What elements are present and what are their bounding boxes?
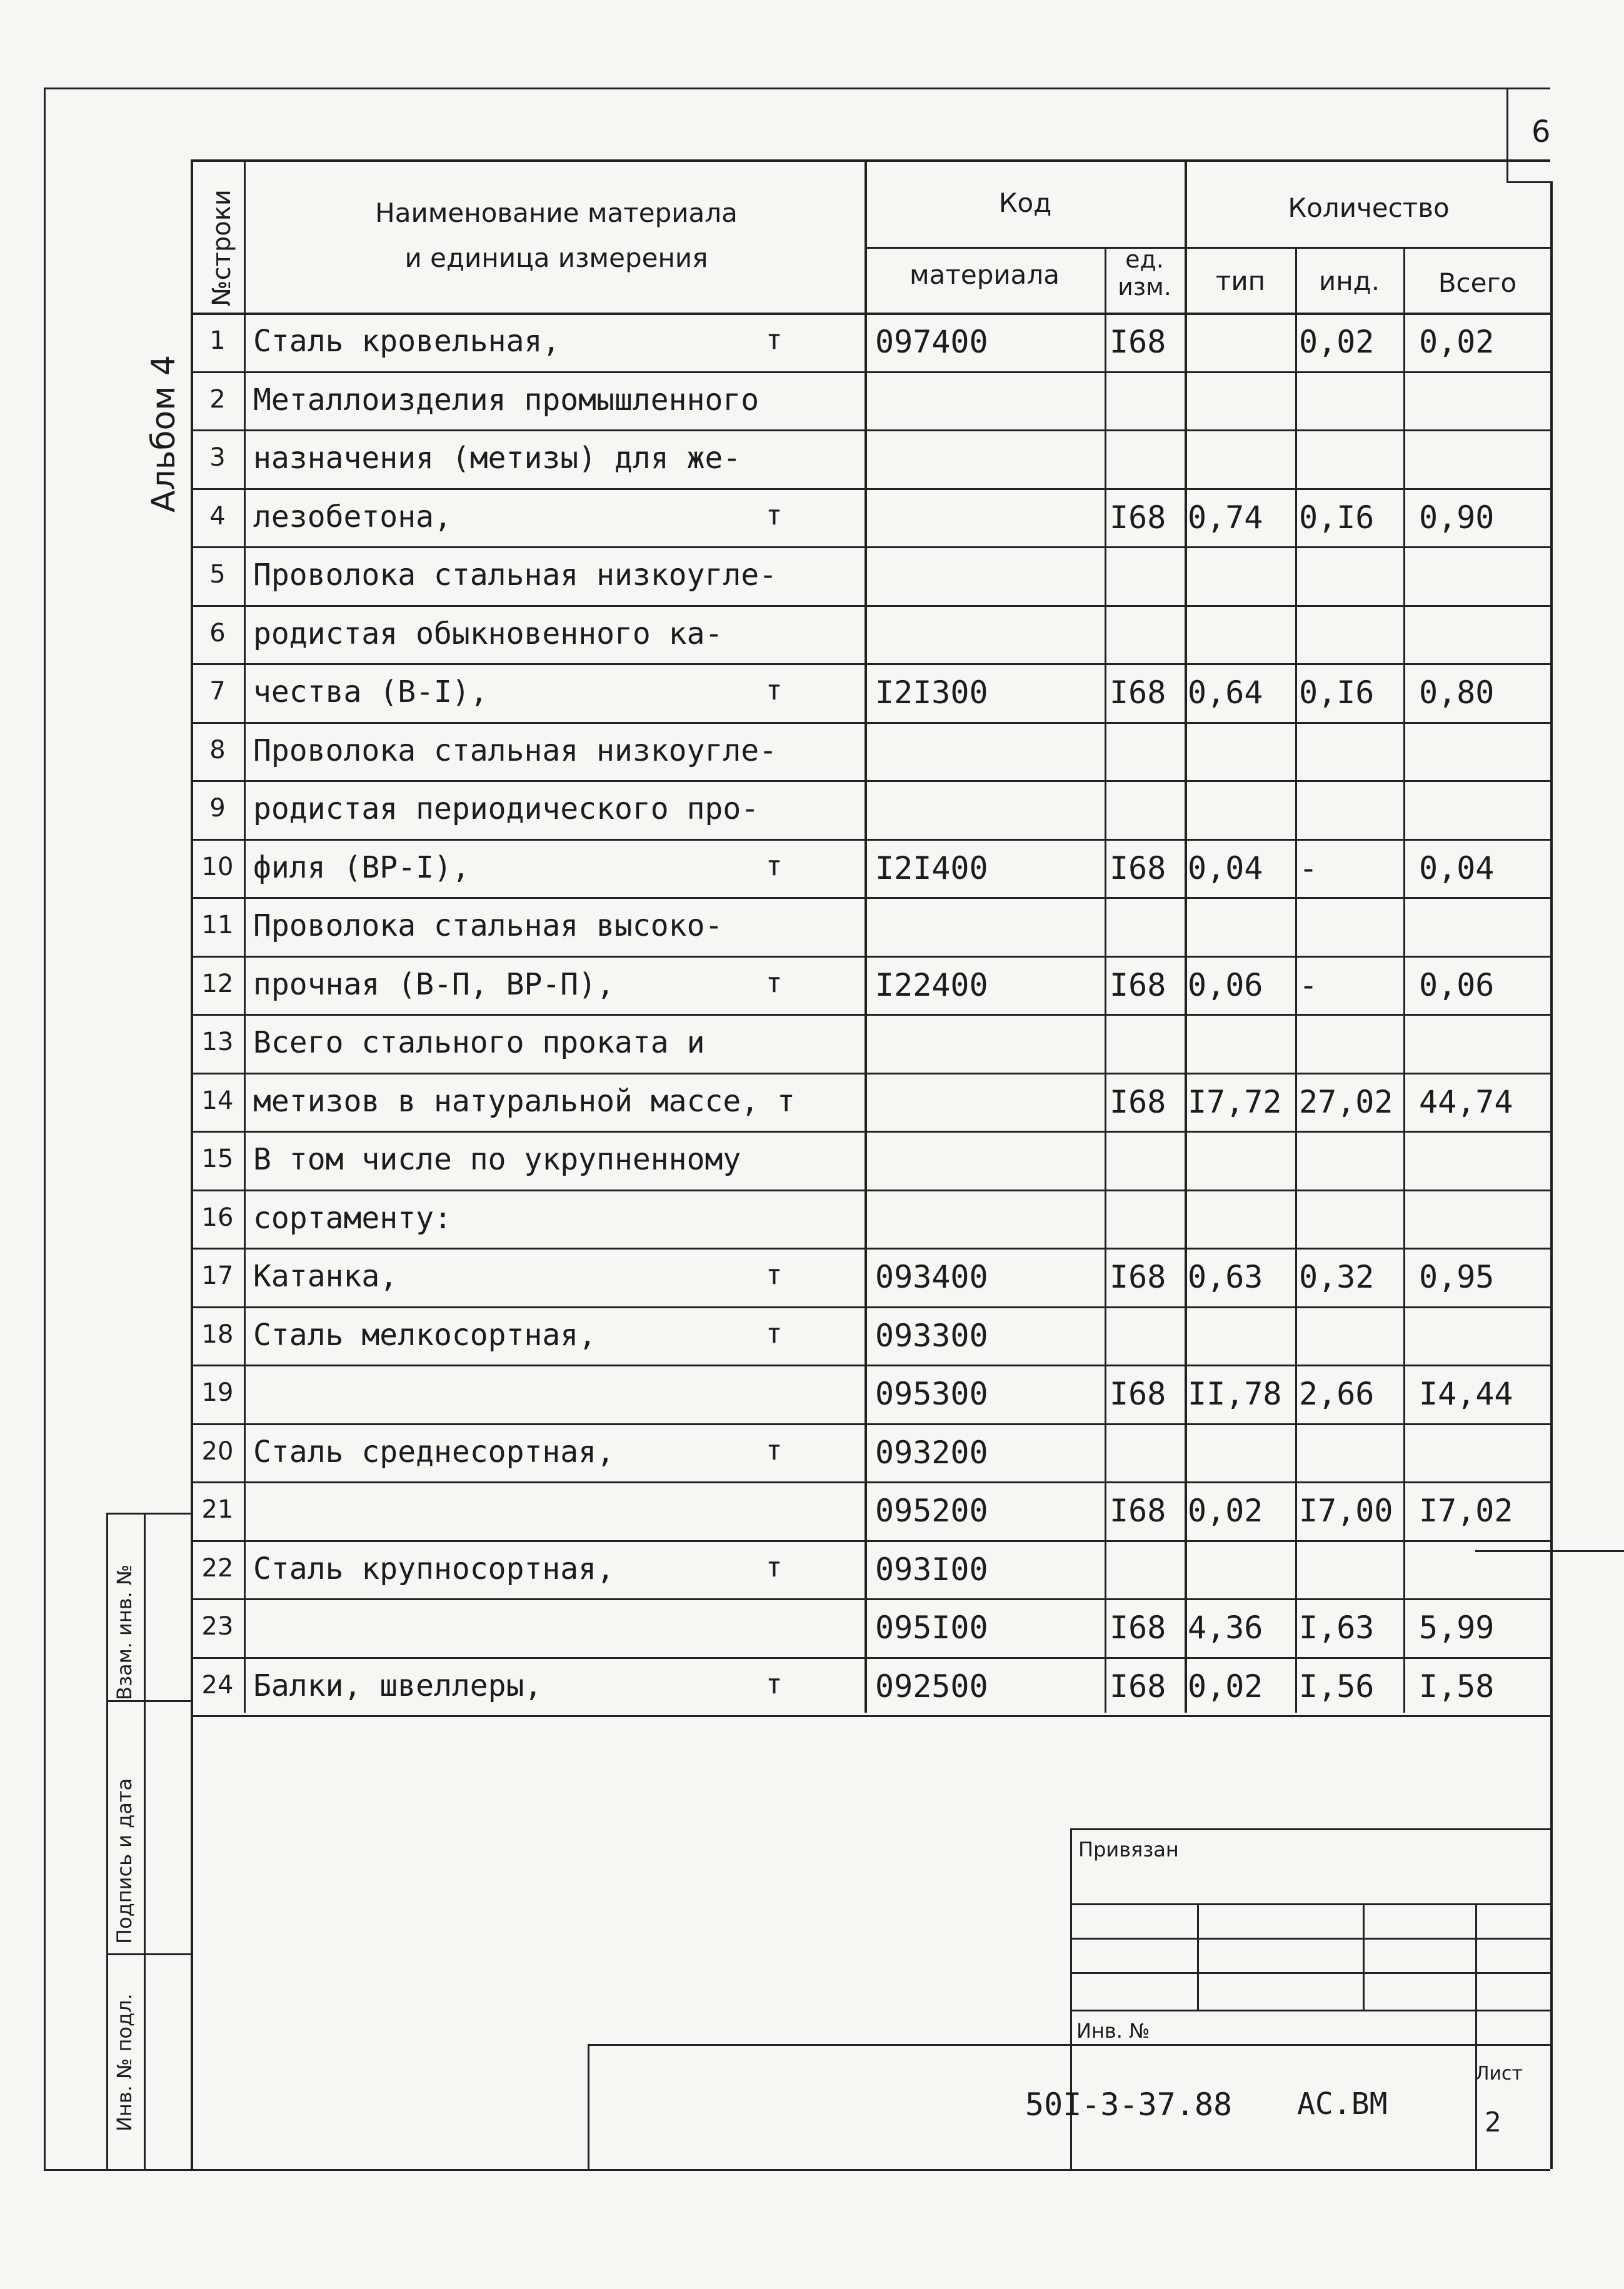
material-name: назначения (метизы) для же-: [253, 441, 741, 476]
material-name: сортаменту:: [253, 1200, 452, 1236]
material-code: 093I00: [875, 1551, 988, 1588]
rule-line: [865, 159, 867, 1713]
rule-line: [191, 159, 1550, 162]
rule-line: [191, 780, 1550, 782]
rule-line: [1363, 1903, 1365, 2010]
rule-line: [191, 897, 1550, 899]
row-number: 17: [201, 1261, 234, 1290]
rule-line: [1185, 159, 1187, 1713]
unit-code: I68: [1110, 1259, 1166, 1295]
row-number: 2: [209, 384, 226, 414]
material-name: Всего стального проката и: [253, 1025, 705, 1060]
stamp-bound-label: Привязан: [1078, 1838, 1179, 1861]
qty-total: 0,04: [1419, 849, 1495, 886]
unit-code: I68: [1110, 1083, 1166, 1120]
row-number: 3: [209, 443, 226, 472]
rule-line: [1070, 1903, 1550, 1905]
material-name: Катанка,: [253, 1259, 398, 1294]
row-number: 7: [209, 677, 226, 706]
header-code-material: материала: [909, 259, 1060, 290]
rule-line: [191, 1365, 1550, 1366]
qty-individual: 0,32: [1299, 1259, 1375, 1295]
rule-line: [1295, 247, 1297, 1713]
row-number: 13: [201, 1028, 234, 1056]
rule-line: [1506, 181, 1550, 183]
qty-total: I,58: [1419, 1668, 1495, 1705]
sheet-label: Лист: [1475, 2063, 1523, 2085]
unit-label: т: [766, 1668, 783, 1700]
unit-code: I68: [1110, 966, 1166, 1003]
unit-code: I68: [1110, 849, 1166, 886]
rule-line: [191, 722, 1550, 724]
qty-total: 0,02: [1419, 324, 1495, 360]
material-name: Балки, швеллеры,: [253, 1668, 543, 1703]
material-name: Сталь мелкосортная,: [253, 1317, 597, 1353]
row-number: 6: [209, 618, 226, 648]
qty-individual: 0,I6: [1299, 499, 1375, 536]
material-name: Проволока стальная низкоугле-: [253, 733, 778, 768]
unit-label: т: [766, 1434, 783, 1466]
qty-total: 44,74: [1419, 1083, 1513, 1120]
qty-individual: 0,02: [1299, 324, 1375, 360]
sheet-value: 2: [1485, 2106, 1501, 2138]
unit-code: I68: [1110, 1376, 1166, 1412]
rule-line: [144, 1513, 146, 2169]
qty-individual: -: [1299, 966, 1318, 1003]
rule-line: [191, 1014, 1550, 1016]
row-number: 24: [201, 1670, 234, 1700]
row-number: 19: [201, 1378, 234, 1407]
material-name: Сталь среднесортная,: [253, 1434, 614, 1470]
header-qty-total: Всего: [1438, 268, 1517, 298]
rule-line: [191, 1657, 1550, 1659]
material-name: филя (ВР-I),: [253, 849, 470, 885]
row-number: 18: [201, 1320, 234, 1349]
stamp-inv-label: Инв. №: [1076, 2019, 1150, 2043]
unit-label: т: [766, 1259, 783, 1291]
side-label-vzam-inv: Взам. инв. №: [113, 1564, 136, 1700]
header-code-unit-2: изм.: [1118, 273, 1171, 301]
qty-individual: I,56: [1299, 1668, 1375, 1705]
rule-line: [1105, 247, 1106, 1713]
rule-line: [1403, 247, 1405, 1713]
rule-line: [191, 429, 1550, 431]
rule-line: [191, 1598, 1550, 1600]
qty-type: 0,64: [1188, 674, 1263, 711]
rule-line: [1070, 2010, 1550, 2011]
header-qty-ind: инд.: [1318, 266, 1380, 296]
rule-line: [1506, 88, 1550, 89]
row-number: 20: [201, 1436, 234, 1466]
qty-total: I7,02: [1419, 1493, 1513, 1529]
qty-total: 0,06: [1419, 966, 1495, 1003]
unit-code: I68: [1110, 499, 1166, 536]
rule-line: [191, 663, 1550, 665]
qty-type: 0,02: [1188, 1493, 1263, 1529]
material-code: 095I00: [875, 1610, 988, 1646]
material-name: родистая обыкновенного ка-: [253, 616, 723, 651]
row-number: 21: [201, 1495, 234, 1524]
material-name: Проволока стальная низкоугле-: [253, 558, 778, 593]
rule-line: [44, 88, 1550, 89]
rule-line: [1070, 1972, 1550, 1974]
rule-line: [865, 247, 1550, 249]
row-number: 22: [201, 1553, 234, 1583]
header-qty-group: Количество: [1288, 193, 1450, 223]
qty-individual: -: [1299, 849, 1318, 886]
qty-type: 0,02: [1188, 1668, 1263, 1705]
rule-line: [191, 1190, 1550, 1191]
row-number: 10: [201, 852, 234, 881]
rule-line: [1475, 1550, 1624, 1552]
material-code: 097400: [875, 324, 988, 360]
qty-individual: 27,02: [1299, 1083, 1393, 1120]
rule-line: [44, 88, 46, 2169]
row-number: 23: [201, 1612, 234, 1641]
rule-line: [106, 1513, 191, 1515]
material-name: лезобетона,: [253, 499, 452, 534]
unit-code: I68: [1110, 674, 1166, 711]
rule-line: [191, 839, 1550, 841]
rule-line: [191, 1073, 1550, 1074]
qty-type: 0,74: [1188, 499, 1263, 536]
header-code-unit-1: ед.: [1125, 246, 1164, 273]
rule-line: [191, 371, 1550, 373]
qty-total: I4,44: [1419, 1376, 1513, 1412]
material-code: I22400: [875, 966, 988, 1003]
material-name: чества (В-I),: [253, 674, 488, 709]
material-code: 095200: [875, 1493, 988, 1529]
material-name: Проволока стальная высоко-: [253, 908, 723, 943]
rule-line: [191, 605, 1550, 607]
qty-type: 4,36: [1188, 1610, 1263, 1646]
qty-individual: I,63: [1299, 1610, 1375, 1646]
unit-code: I68: [1110, 1610, 1166, 1646]
rule-line: [191, 1248, 1550, 1250]
unit-label: т: [766, 674, 783, 706]
rule-line: [1475, 1903, 1477, 2169]
rule-line: [588, 2044, 589, 2169]
rule-line: [1070, 1938, 1550, 1940]
header-name-line2: и единица измерения: [404, 243, 708, 273]
qty-total: 0,80: [1419, 674, 1495, 711]
qty-individual: I7,00: [1299, 1493, 1393, 1529]
material-name: метизов в натуральной массе, т: [253, 1083, 795, 1119]
header-name-line1: Наименование материала: [375, 198, 738, 228]
unit-label: т: [766, 324, 783, 356]
rule-line: [1070, 1828, 1550, 1830]
row-number: 9: [209, 794, 226, 823]
material-name: В том числе по укрупненному: [253, 1142, 741, 1177]
row-number: 4: [209, 501, 226, 531]
material-name: родистая периодического про-: [253, 791, 759, 826]
material-name: прочная (В-П, ВР-П),: [253, 966, 614, 1002]
unit-label: т: [766, 499, 783, 531]
qty-type: I7,72: [1188, 1083, 1282, 1120]
qty-type: 0,06: [1188, 966, 1263, 1003]
rule-line: [191, 546, 1550, 548]
rule-line: [191, 1715, 1550, 1717]
unit-label: т: [766, 966, 783, 999]
document-code-suffix: АС.ВМ: [1297, 2086, 1388, 2121]
rule-line: [191, 1540, 1550, 1542]
material-code: I2I300: [875, 674, 988, 711]
rule-line: [191, 956, 1550, 958]
row-number: 5: [209, 560, 226, 589]
unit-label: т: [766, 1551, 783, 1583]
material-code: 093200: [875, 1434, 988, 1471]
document-code: 50I-3-37.88: [1025, 2086, 1233, 2123]
rule-line: [191, 1131, 1550, 1133]
sheet-number-top: 6: [1531, 114, 1551, 149]
unit-code: I68: [1110, 324, 1166, 360]
material-code: 095300: [875, 1376, 988, 1412]
row-number: 1: [209, 326, 226, 355]
qty-total: 0,95: [1419, 1259, 1495, 1295]
album-label: Альбом 4: [145, 354, 183, 513]
qty-total: 5,99: [1419, 1610, 1495, 1646]
rule-line: [106, 1953, 191, 1955]
rule-line: [106, 1513, 108, 2169]
material-code: 093400: [875, 1259, 988, 1295]
rule-line: [191, 1423, 1550, 1425]
material-code: 093300: [875, 1317, 988, 1354]
row-number: 14: [201, 1086, 234, 1115]
rule-line: [191, 488, 1550, 490]
material-code: I2I400: [875, 849, 988, 886]
material-code: 092500: [875, 1668, 988, 1705]
rule-line: [191, 1481, 1550, 1483]
qty-type: 0,63: [1188, 1259, 1263, 1295]
row-number: 15: [201, 1144, 234, 1173]
unit-code: I68: [1110, 1493, 1166, 1529]
qty-type: II,78: [1188, 1376, 1282, 1412]
rule-line: [1506, 88, 1508, 181]
qty-individual: 2,66: [1299, 1376, 1375, 1412]
material-name: Металлоизделия промышленного: [253, 382, 759, 418]
material-name: Сталь крупносортная,: [253, 1551, 614, 1586]
qty-total: 0,90: [1419, 499, 1495, 536]
unit-label: т: [766, 1317, 783, 1350]
unit-label: т: [766, 849, 783, 882]
rule-line: [44, 2169, 1550, 2171]
header-row-no: №строки: [208, 189, 236, 306]
rule-line: [588, 2044, 1550, 2046]
material-name: Сталь кровельная,: [253, 324, 561, 359]
rule-line: [244, 159, 246, 1713]
row-number: 16: [201, 1203, 234, 1232]
rule-line: [191, 313, 1550, 315]
unit-code: I68: [1110, 1668, 1166, 1705]
rule-line: [1550, 181, 1553, 2169]
header-qty-type: тип: [1215, 266, 1266, 296]
qty-type: 0,04: [1188, 849, 1263, 886]
side-label-inv-podl: Инв. № подл.: [113, 1993, 136, 2131]
row-number: 8: [209, 735, 226, 764]
header-code-group: Код: [998, 188, 1052, 218]
rule-line: [106, 1700, 191, 1702]
qty-individual: 0,I6: [1299, 674, 1375, 711]
rule-line: [191, 1306, 1550, 1308]
side-label-podpis-data: Подпись и дата: [113, 1778, 136, 1944]
rule-line: [1197, 1903, 1199, 2010]
row-number: 12: [201, 969, 234, 998]
row-number: 11: [201, 911, 234, 939]
